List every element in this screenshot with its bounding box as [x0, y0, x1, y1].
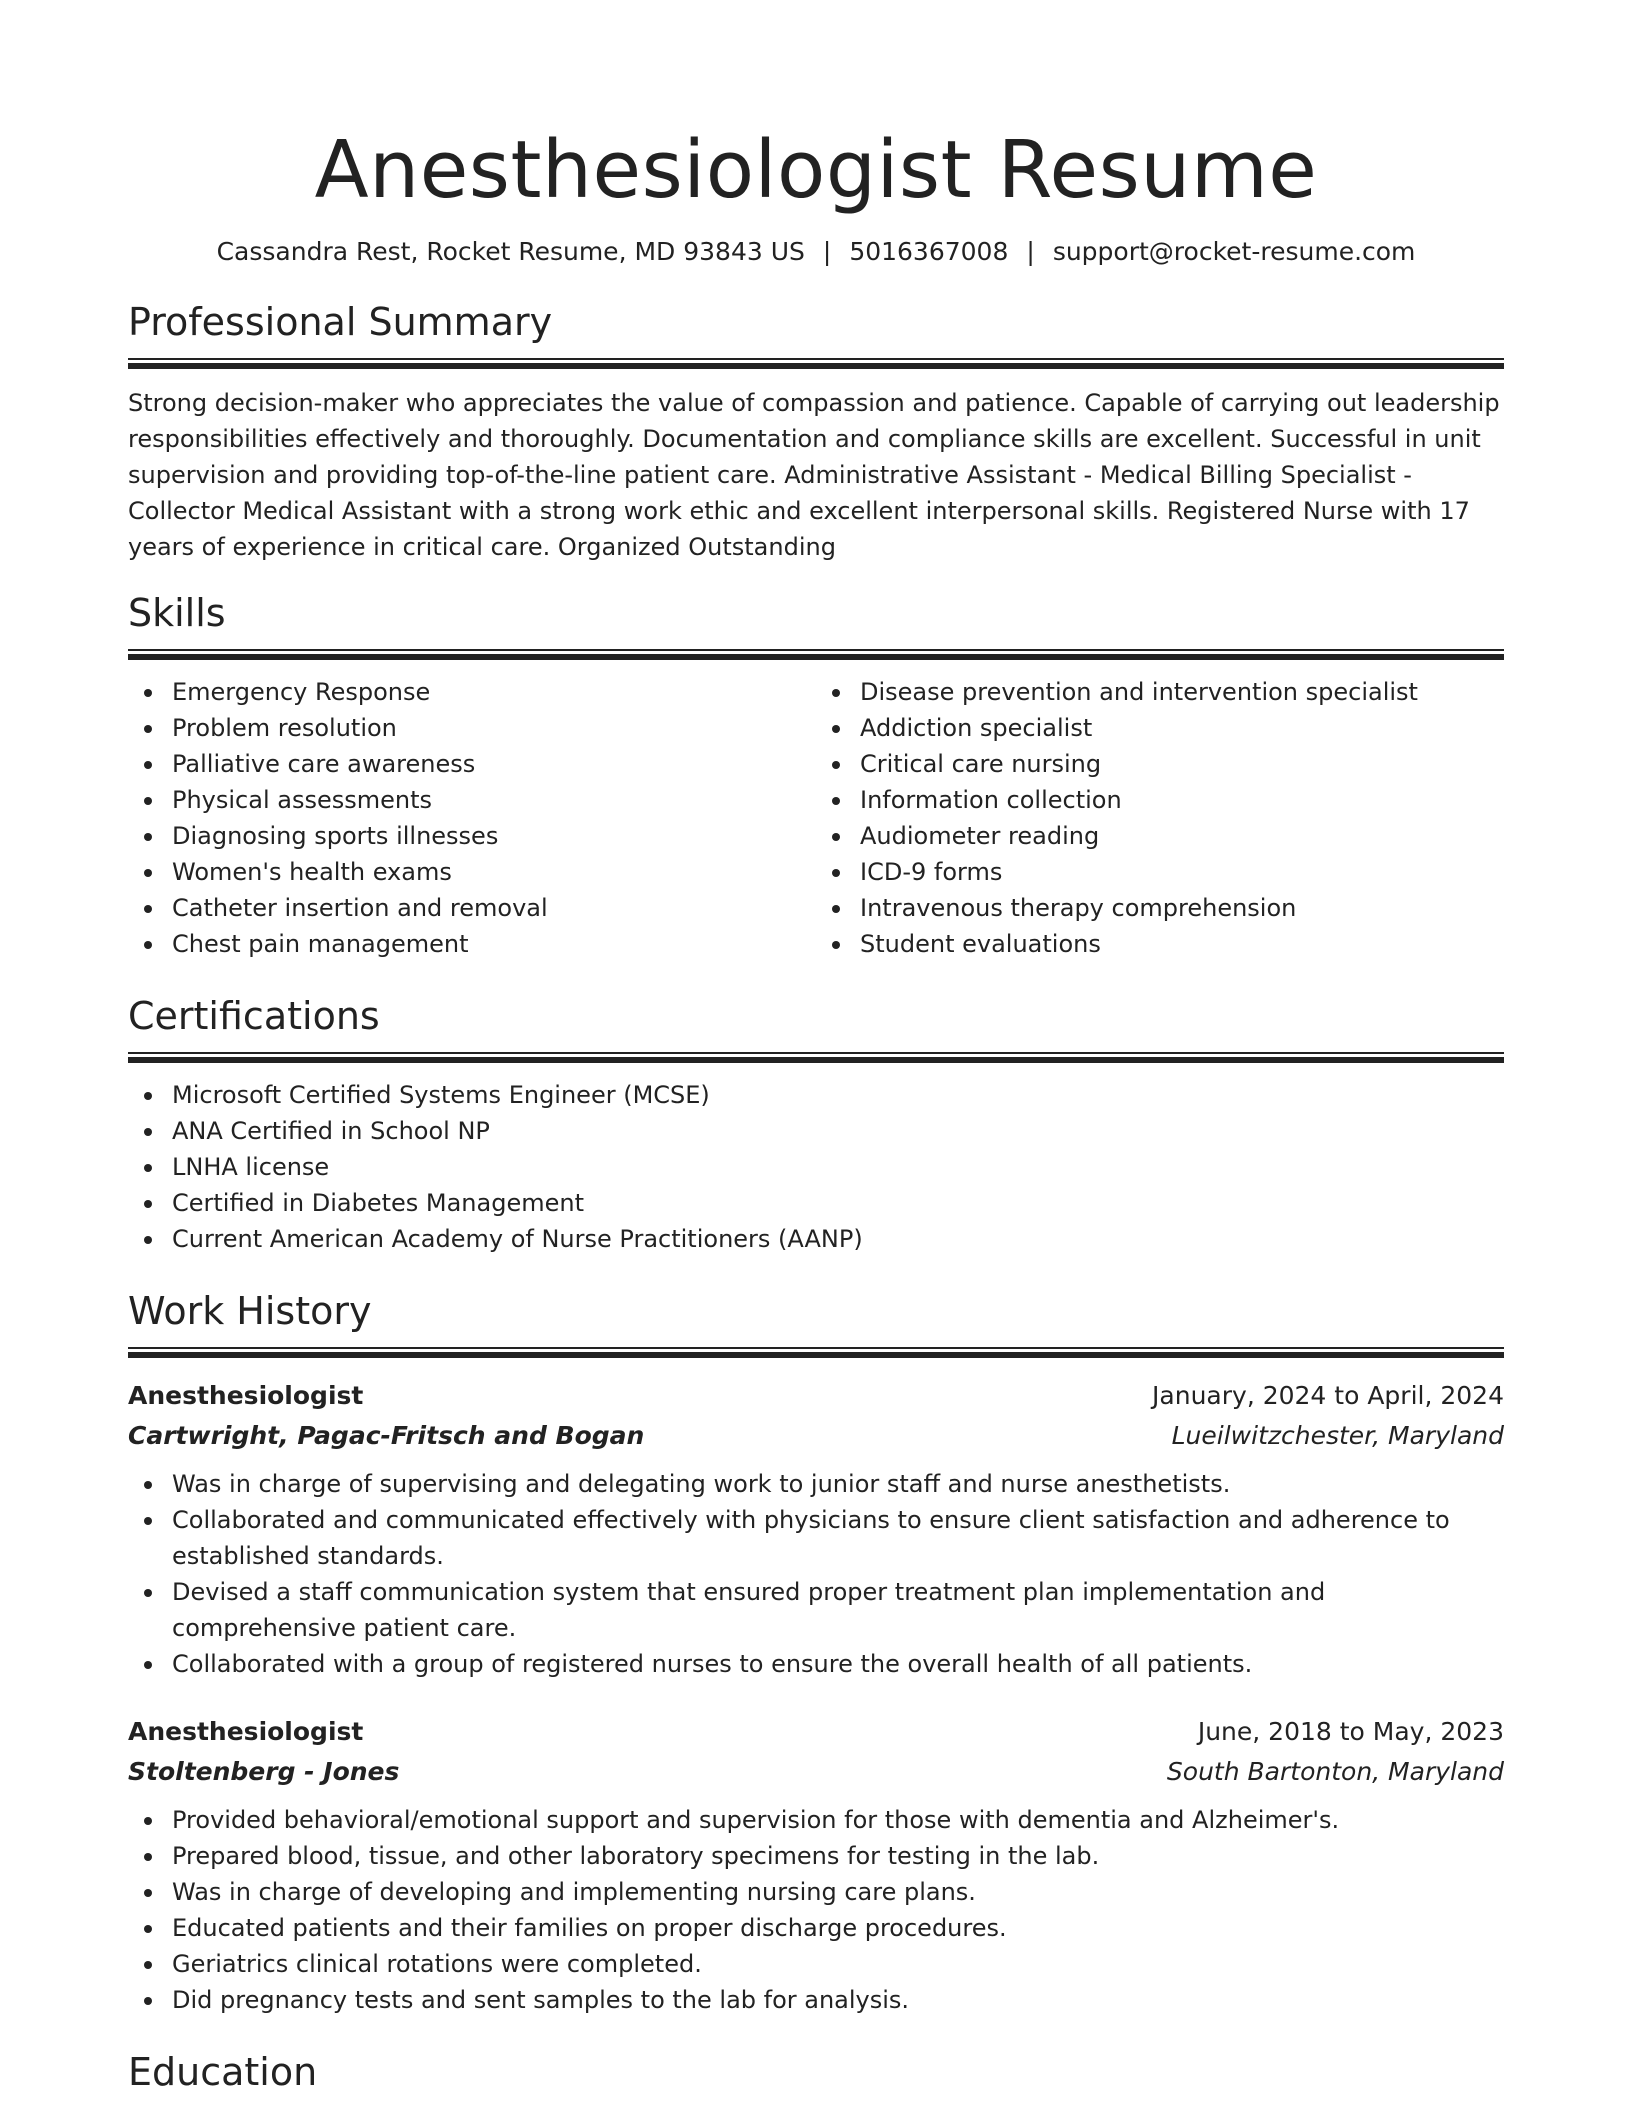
job-dates: June, 2018 to May, 2023: [1197, 1717, 1504, 1746]
job-entry: [128, 1712, 1504, 2018]
contact-separator: |: [822, 237, 832, 266]
skill-item: Critical care nursing: [860, 746, 1504, 782]
job-bullet: Was in charge of supervising and delegating work to junior staff and nurse anesthetists.: [172, 1466, 1504, 1502]
certifications-section: [128, 992, 1504, 1257]
job-company-row: [128, 1416, 1504, 1456]
skill-item: Palliative care awareness: [172, 746, 816, 782]
skill-item: Intravenous therapy comprehension: [860, 890, 1504, 926]
job-location: Lueilwitzchester, Maryland: [1171, 1421, 1504, 1450]
certifications-heading: Certifications: [128, 994, 380, 1038]
skill-item: Disease prevention and intervention specialist: [860, 674, 1504, 710]
summary-text: Strong decision-maker who appreciates the value of compassion and patience. Capable of carrying out leadership responsibilities effectively and thoroughly. Documentation and compliance skills are excellent. Successful in unit supervision and providing top-of-the-line patient care. Administrative Assistant - Medical Billing Specialist - Collector Medical Assistant with a strong work ethic and excellent interpersonal skills. Registered Nurse with 17 years of experience in critical care. Organized Outstanding: [128, 389, 1500, 561]
job-bullet: Provided behavioral/emotional support and supervision for those with dementia and Alzheimer's.: [172, 1802, 1504, 1838]
summary-heading: Professional Summary: [128, 300, 553, 344]
job-bullets: [128, 1466, 1504, 1682]
contact-address: Cassandra Rest, Rocket Resume, MD 93843 US: [216, 237, 805, 266]
page-title: Anesthesiologist Resume: [314, 124, 1318, 216]
job-title: Anesthesiologist: [128, 1381, 364, 1410]
summary-section: [128, 298, 1504, 565]
skill-item: Women's health exams: [172, 854, 816, 890]
certification-item: Microsoft Certified Systems Engineer (MCSE): [172, 1077, 1504, 1113]
contact-separator: |: [1026, 237, 1035, 266]
work-history-heading: Work History: [128, 1289, 372, 1333]
section-divider: [128, 358, 1504, 369]
skill-item: Emergency Response: [172, 674, 816, 710]
certification-item: Current American Academy of Nurse Practitioners (AANP): [172, 1221, 1504, 1257]
job-bullet: Collaborated and communicated effectively with physicians to ensure client satisfaction and adherence to established standards.: [172, 1502, 1504, 1574]
section-divider: [128, 1052, 1504, 1063]
skills-grid: [128, 660, 1504, 962]
education-section: [128, 2048, 1504, 2096]
job-bullet: Geriatrics clinical rotations were completed.: [172, 1946, 1504, 1982]
certification-item: LNHA license: [172, 1149, 1504, 1185]
skills-section: [128, 589, 1504, 962]
skills-list-right: [816, 674, 1504, 962]
skills-heading: Skills: [128, 591, 226, 635]
skill-item: Catheter insertion and removal: [172, 890, 816, 926]
job-bullet: Devised a staff communication system that ensured proper treatment plan implementation and comprehensive patient care.: [172, 1574, 1504, 1646]
certification-item: ANA Certified in School NP: [172, 1113, 1504, 1149]
job-location: South Bartonton, Maryland: [1166, 1757, 1504, 1786]
job-company: Cartwright, Pagac-Fritsch and Bogan: [128, 1421, 645, 1450]
section-divider: [128, 1347, 1504, 1358]
skills-list-left: [128, 674, 816, 962]
section-divider: [128, 649, 1504, 660]
skill-item: Problem resolution: [172, 710, 816, 746]
job-bullet: Prepared blood, tissue, and other laboratory specimens for testing in the lab.: [172, 1838, 1504, 1874]
contact-phone: 5016367008: [849, 237, 1009, 266]
certifications-list: [128, 1077, 1504, 1257]
contact-line: [128, 236, 1504, 268]
job-header-row: [128, 1712, 1504, 1752]
skill-item: ICD-9 forms: [860, 854, 1504, 890]
job-bullets: [128, 1802, 1504, 2018]
job-company-row: [128, 1752, 1504, 1792]
skill-item: Addiction specialist: [860, 710, 1504, 746]
contact-email: support@rocket-resume.com: [1052, 237, 1416, 266]
skill-item: Chest pain management: [172, 926, 816, 962]
job-bullet: Educated patients and their families on proper discharge procedures.: [172, 1910, 1504, 1946]
job-entry: [128, 1376, 1504, 1682]
certification-item: Certified in Diabetes Management: [172, 1185, 1504, 1221]
skill-item: Physical assessments: [172, 782, 816, 818]
work-history-section: [128, 1287, 1504, 2018]
job-bullet: Collaborated with a group of registered nurses to ensure the overall health of all patients.: [172, 1646, 1504, 1682]
skill-item: Audiometer reading: [860, 818, 1504, 854]
job-dates: January, 2024 to April, 2024: [1152, 1381, 1504, 1410]
education-heading: Education: [128, 2050, 318, 2094]
skill-item: Information collection: [860, 782, 1504, 818]
job-bullet: Did pregnancy tests and sent samples to the lab for analysis.: [172, 1982, 1504, 2018]
skill-item: Student evaluations: [860, 926, 1504, 962]
job-bullet: Was in charge of developing and implementing nursing care plans.: [172, 1874, 1504, 1910]
job-header-row: [128, 1376, 1504, 1416]
job-company: Stoltenberg - Jones: [128, 1757, 400, 1786]
job-title: Anesthesiologist: [128, 1717, 364, 1746]
skill-item: Diagnosing sports illnesses: [172, 818, 816, 854]
